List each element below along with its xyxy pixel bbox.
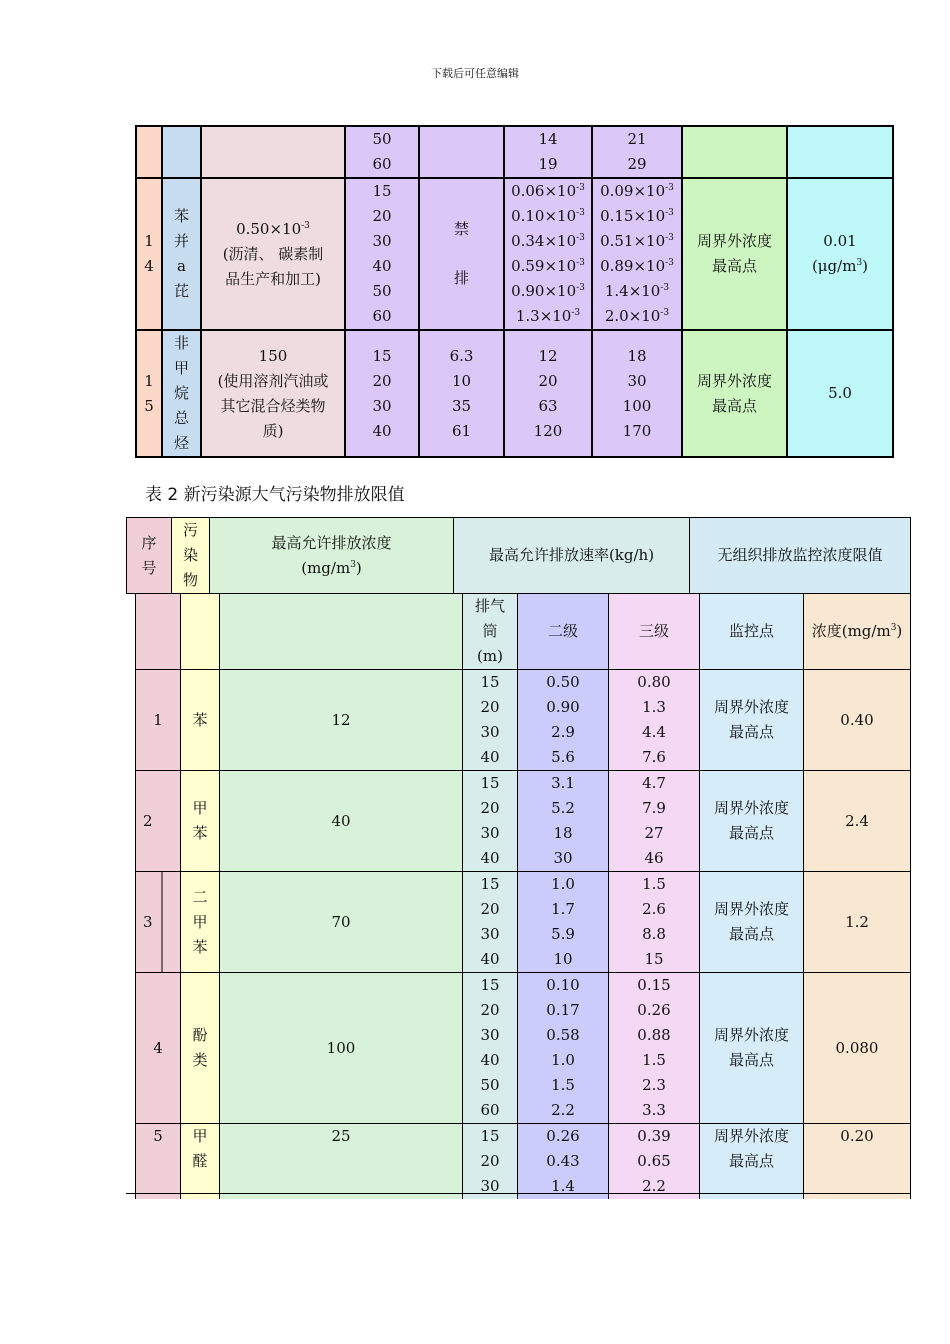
limit-cell: 0.080 xyxy=(804,973,911,1124)
conc-cell: $0.50\times 10^{-3}$ (沥清、 碳素制 品生产和加工) xyxy=(201,178,345,330)
rate2-cell: $0.06\times 10^{-3}$ $0.10\times 10^{-3}$ $0.34\times 10^{-3}$ $0.59\times 10^{-3}$ $0.90\times 10^{-3}$ $1.3\times 10^{-3}$ xyxy=(504,178,592,330)
number-cell: 1 5 xyxy=(136,330,162,457)
pollutant-cell xyxy=(162,126,201,178)
level2-cell: 1.0 1.7 5.9 10 xyxy=(518,872,609,973)
conc-cell: 150 (使用溶剂汽油或 其它混合烃类物 质) xyxy=(201,330,345,457)
pollutant-header: 污 染 物 xyxy=(172,518,210,594)
level3-cell: 0.80 1.3 4.4 7.6 xyxy=(609,670,700,771)
level3-header: 三级 xyxy=(609,594,700,670)
conc-limit-header: 浓度$(mg/m^3)$ xyxy=(804,594,911,670)
level2-cell: 0.10 0.17 0.58 1.0 1.5 2.2 xyxy=(518,973,609,1124)
level3-cell: 0.39 0.65 2.2 xyxy=(609,1124,700,1200)
pollutant-cell: 苯 xyxy=(181,670,220,771)
table-row xyxy=(136,670,911,771)
table2-header xyxy=(126,517,911,594)
pollutant-cell: 甲 苯 xyxy=(181,771,220,872)
monitor-point-header: 监控点 xyxy=(700,594,804,670)
seq-cell: 1 xyxy=(136,670,181,771)
rate1-cell xyxy=(419,126,504,178)
level2-cell: 0.26 0.43 1.4 xyxy=(518,1124,609,1200)
seq-cell: 2 xyxy=(136,771,181,872)
pollutant-cell: 苯 并 a 芘 xyxy=(162,178,201,330)
level3-cell: 0.15 0.26 0.88 1.5 2.3 3.3 xyxy=(609,973,700,1124)
height-cell: 15 20 30 40 50 60 xyxy=(345,178,419,330)
rate3-cell: $0.09\times 10^{-3}$ $0.15\times 10^{-3}$ $0.51\times 10^{-3}$ $0.89\times 10^{-3}$ $1.4\times 10^{-3}$ $2.0\times 10^{-3}$ xyxy=(592,178,682,330)
pollutant-cell: 二 甲 苯 xyxy=(181,872,220,973)
page-header: 下载后可任意编辑 xyxy=(431,67,519,80)
seq-cell: 4 xyxy=(136,973,181,1124)
rate2-cell: 14 19 xyxy=(504,126,592,178)
table-row xyxy=(136,126,893,178)
table-row xyxy=(136,771,911,872)
monitor-cell: 周界外浓度 最高点 xyxy=(682,330,787,457)
limit-cell: 5.0 xyxy=(787,330,893,457)
table-header-row xyxy=(127,518,911,594)
rate1-cell: 禁 排 xyxy=(419,178,504,330)
conc-cell: 70 xyxy=(220,872,463,973)
seq-cell xyxy=(136,594,181,670)
table-row xyxy=(136,178,893,330)
level2-cell: 3.1 5.2 18 30 xyxy=(518,771,609,872)
conc-cell: 40 xyxy=(220,771,463,872)
conc-cell: 100 xyxy=(220,973,463,1124)
number-cell xyxy=(136,126,162,178)
table-bottom-rule xyxy=(126,1193,910,1194)
stack-height-cell: 15 20 30 xyxy=(463,1124,518,1200)
stack-height-cell: 15 20 30 40 xyxy=(463,670,518,771)
limit-cell: 2.4 xyxy=(804,771,911,872)
seq-cell: 3 xyxy=(136,872,181,973)
limit-cell: 0.20 xyxy=(804,1124,911,1200)
height-cell: 15 20 30 40 xyxy=(345,330,419,457)
rate-header: 最高允许排放速率(kg/h) xyxy=(454,518,690,594)
table1-continued xyxy=(135,125,894,458)
monitor-cell: 周界外浓度 最高点 xyxy=(700,1124,804,1200)
stack-height-cell: 15 20 30 40 xyxy=(463,872,518,973)
stack-height-cell: 15 20 30 40 50 60 xyxy=(463,973,518,1124)
limit-cell xyxy=(787,126,893,178)
limit-cell: 1.2 xyxy=(804,872,911,973)
pollutant-cell: 甲 醛 xyxy=(181,1124,220,1200)
monitor-cell: 周界外浓度 最高点 xyxy=(700,670,804,771)
table-row xyxy=(136,330,893,457)
rate2-cell: 12 20 63 120 xyxy=(504,330,592,457)
conc-cell xyxy=(201,126,345,178)
monitor-cell: 周界外浓度 最高点 xyxy=(700,973,804,1124)
stack-height-cell: 15 20 30 40 xyxy=(463,771,518,872)
height-cell: 50 60 xyxy=(345,126,419,178)
table-row xyxy=(136,1124,911,1200)
monitor-cell: 周界外浓度 最高点 xyxy=(682,178,787,330)
level2-header: 二级 xyxy=(518,594,609,670)
table-subheader-row xyxy=(136,594,911,670)
pollutant-cell: 酚 类 xyxy=(181,973,220,1124)
limit-cell: 0.01 $(\mu g/m^3)$ xyxy=(787,178,893,330)
monitor-cell xyxy=(682,126,787,178)
pollutant-cell: 非 甲 烷 总 烃 xyxy=(162,330,201,457)
monitor-cell: 周界外浓度 最高点 xyxy=(700,771,804,872)
conc-cell: 12 xyxy=(220,670,463,771)
table2-title: 表 2 新污染源大气污染物排放限值 xyxy=(145,485,405,505)
stack-height-header: 排气 筒 (m) xyxy=(463,594,518,670)
seq-cell: 5 xyxy=(136,1124,181,1200)
conc-header: 最高允许排放浓度 $(mg/m^3)$ xyxy=(210,518,454,594)
table-row xyxy=(136,973,911,1124)
fugitive-header: 无组织排放监控浓度限值 xyxy=(690,518,911,594)
monitor-cell: 周界外浓度 最高点 xyxy=(700,872,804,973)
number-cell: 1 4 xyxy=(136,178,162,330)
level2-cell: 0.50 0.90 2.9 5.6 xyxy=(518,670,609,771)
rate3-cell: 18 30 100 170 xyxy=(592,330,682,457)
conc-cell xyxy=(220,594,463,670)
table-row xyxy=(136,872,911,973)
pollutant-cell xyxy=(181,594,220,670)
level3-cell: 4.7 7.9 27 46 xyxy=(609,771,700,872)
limit-cell: 0.40 xyxy=(804,670,911,771)
level3-cell: 1.5 2.6 8.8 15 xyxy=(609,872,700,973)
seq-header: 序 号 xyxy=(127,518,172,594)
table2-body xyxy=(135,593,911,1199)
rate1-cell: 6.3 10 35 61 xyxy=(419,330,504,457)
conc-cell: 25 xyxy=(220,1124,463,1200)
rate3-cell: 21 29 xyxy=(592,126,682,178)
